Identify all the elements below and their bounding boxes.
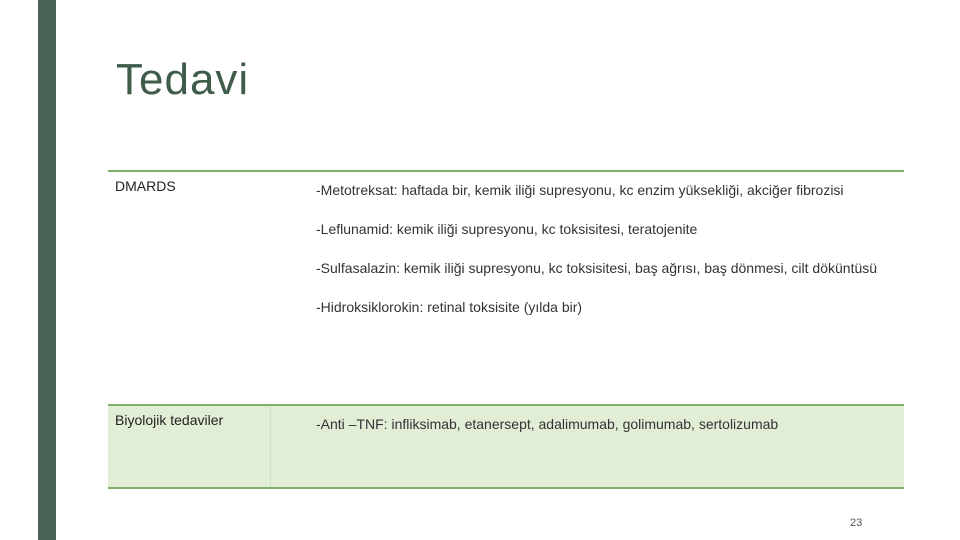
table-row-biologics [108,404,904,489]
drug-item: -Anti –TNF: infliksimab, etanersept, adalimumab, golimumab, sertolizumab [316,416,779,432]
drug-item: -Metotreksat: haftada bir, kemik iliği supresyonu, kc enzim yüksekliği, akciğer fibrozisi [316,182,844,198]
accent-bar [38,0,56,540]
row-label: Biyolojik tedaviler [108,406,271,487]
treatment-table [108,170,904,489]
table-row-dmards [108,170,904,404]
row-content [271,172,904,404]
slide-title: Tedavi [116,55,250,104]
row-content [271,406,904,487]
drug-item: -Leflunamid: kemik iliği supresyonu, kc toksisitesi, teratojenite [316,221,698,237]
row-label: DMARDS [115,178,176,194]
drug-item: -Sulfasalazin: kemik iliği supresyonu, kc toksisitesi, baş ağrısı, baş dönmesi, cilt döküntüsü [316,260,878,276]
drug-item: -Hidroksiklorokin: retinal toksisite (yılda bir) [316,299,583,315]
page-number: 23 [850,517,863,529]
